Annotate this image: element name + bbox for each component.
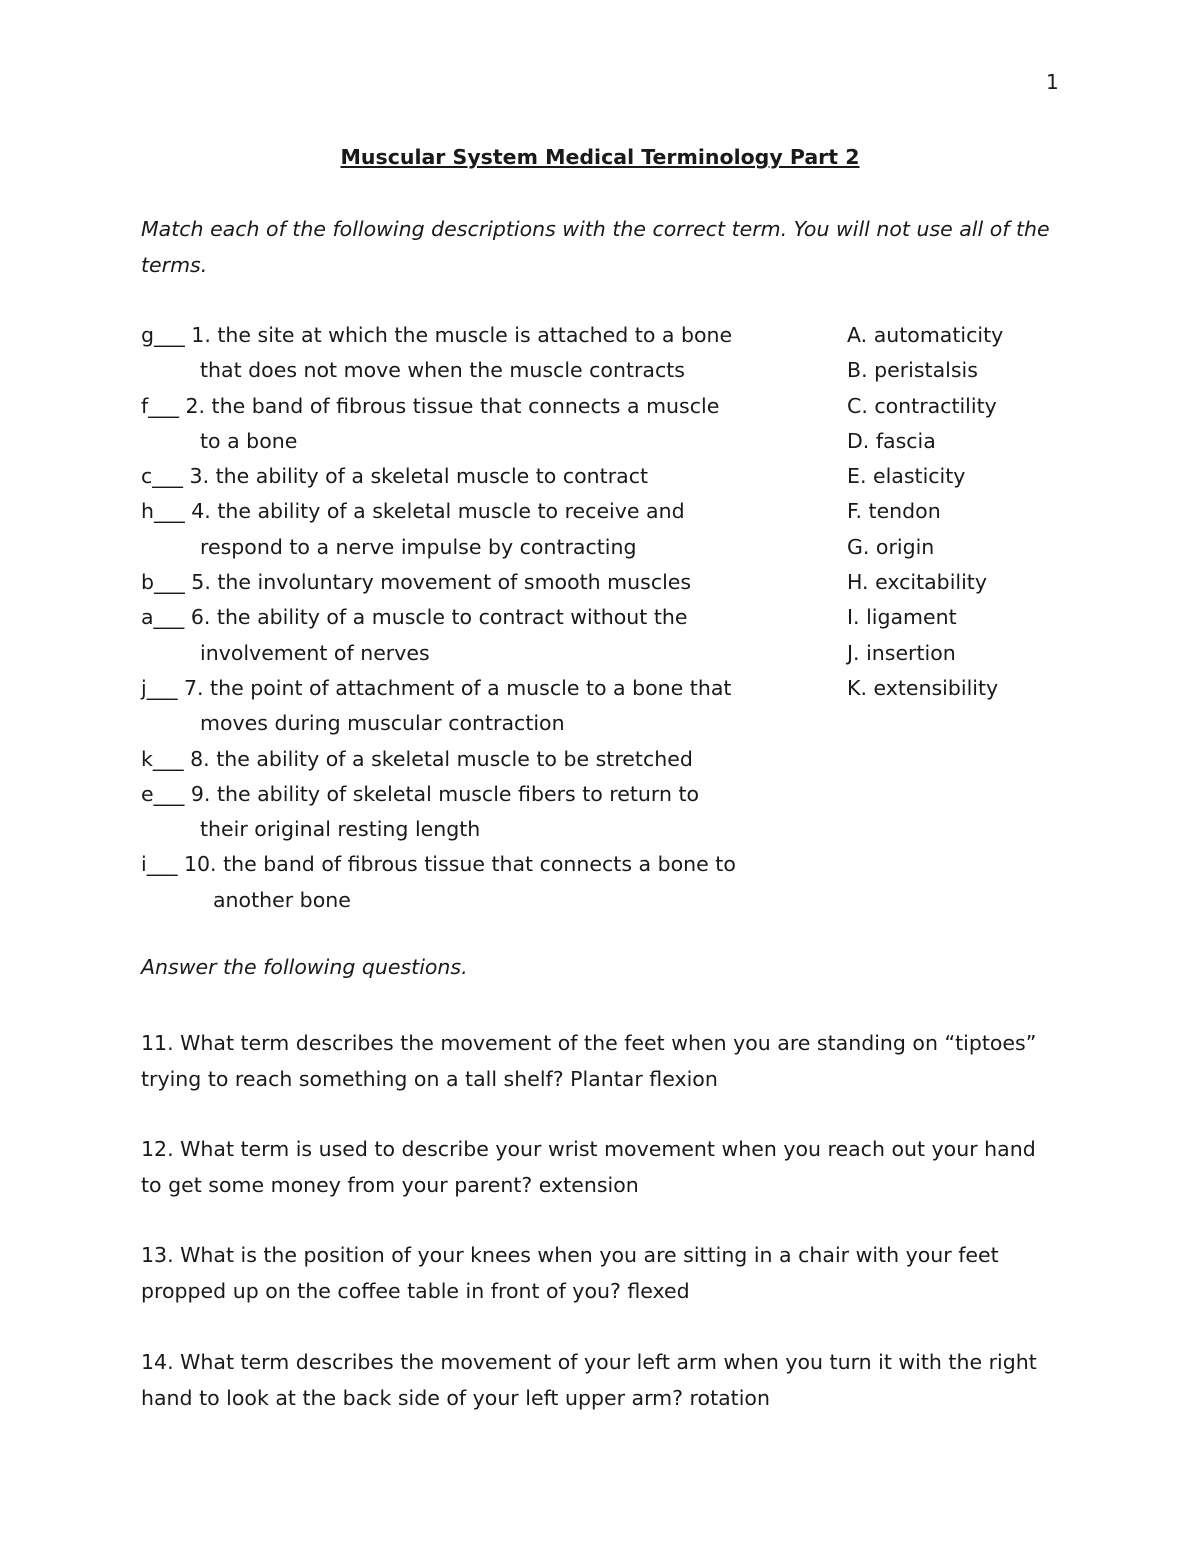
page-title: Muscular System Medical Terminology Part 2 [340, 145, 860, 169]
matching-item-2-continued: to a bone [200, 428, 298, 453]
term-h: H. excitability [847, 570, 987, 595]
question-14: 14. What term describes the movement of your left arm when you turn it with the right hand to look at the back side of your left upper arm? rotation [141, 1350, 1037, 1410]
question-11: 11. What term describes the movement of the feet when you are standing on “tiptoes” trying to reach something on a tall shelf? Plantar flexion [141, 1031, 1037, 1091]
matching-item-3: c___ 3. the ability of a skeletal muscle to contract [141, 464, 649, 489]
matching-item-8: k___ 8. the ability of a skeletal muscle to be stretched [141, 746, 693, 771]
matching-item-4-continued: respond to a nerve impulse by contracting [200, 534, 637, 559]
questions-heading: Answer the following questions. [141, 955, 468, 979]
question-12: 12. What term is used to describe your wrist movement when you reach out your hand to get some money from your parent? extension [141, 1137, 1036, 1197]
term-k: K. extensibility [847, 675, 999, 700]
term-g: G. origin [847, 534, 935, 559]
term-b: B. peristalsis [847, 358, 978, 383]
matching-item-7-continued: moves during muscular contraction [200, 711, 565, 736]
page-number: 1 [1046, 70, 1059, 94]
matching-item-6-continued: involvement of nerves [200, 640, 430, 665]
matching-item-1: g___ 1. the site at which the muscle is attached to a bone [141, 323, 733, 347]
term-j: J. insertion [847, 640, 956, 665]
term-f: F. tendon [847, 499, 941, 524]
term-e: E. elasticity [847, 464, 966, 489]
terms-list [847, 318, 1147, 706]
matching-item-10-continued: another bone [213, 887, 351, 912]
matching-item-1-continued: that does not move when the muscle contracts [200, 358, 685, 383]
matching-item-7: j___ 7. the point of attachment of a muscle to a bone that [141, 675, 732, 700]
term-a: A. automaticity [847, 323, 1004, 347]
matching-items-list [141, 318, 781, 918]
matching-item-9: e___ 9. the ability of skeletal muscle fibers to return to [141, 781, 700, 806]
term-c: C. contractility [847, 393, 997, 418]
matching-item-6: a___ 6. the ability of a muscle to contract without the [141, 605, 688, 630]
matching-item-9-continued: their original resting length [200, 817, 481, 842]
matching-item-2: f___ 2. the band of fibrous tissue that connects a muscle [141, 393, 720, 418]
term-i: I. ligament [847, 605, 957, 630]
term-d: D. fascia [847, 428, 936, 453]
matching-item-5: b___ 5. the involuntary movement of smooth muscles [141, 570, 692, 595]
matching-instructions: Match each of the following descriptions with the correct term. You will not use all of the terms. [141, 217, 1050, 277]
matching-item-10: i___ 10. the band of fibrous tissue that connects a bone to [141, 852, 736, 877]
question-13: 13. What is the position of your knees when you are sitting in a chair with your feet propped up on the coffee table in front of you? flexed [141, 1243, 999, 1303]
matching-item-4: h___ 4. the ability of a skeletal muscle to receive and [141, 499, 685, 524]
